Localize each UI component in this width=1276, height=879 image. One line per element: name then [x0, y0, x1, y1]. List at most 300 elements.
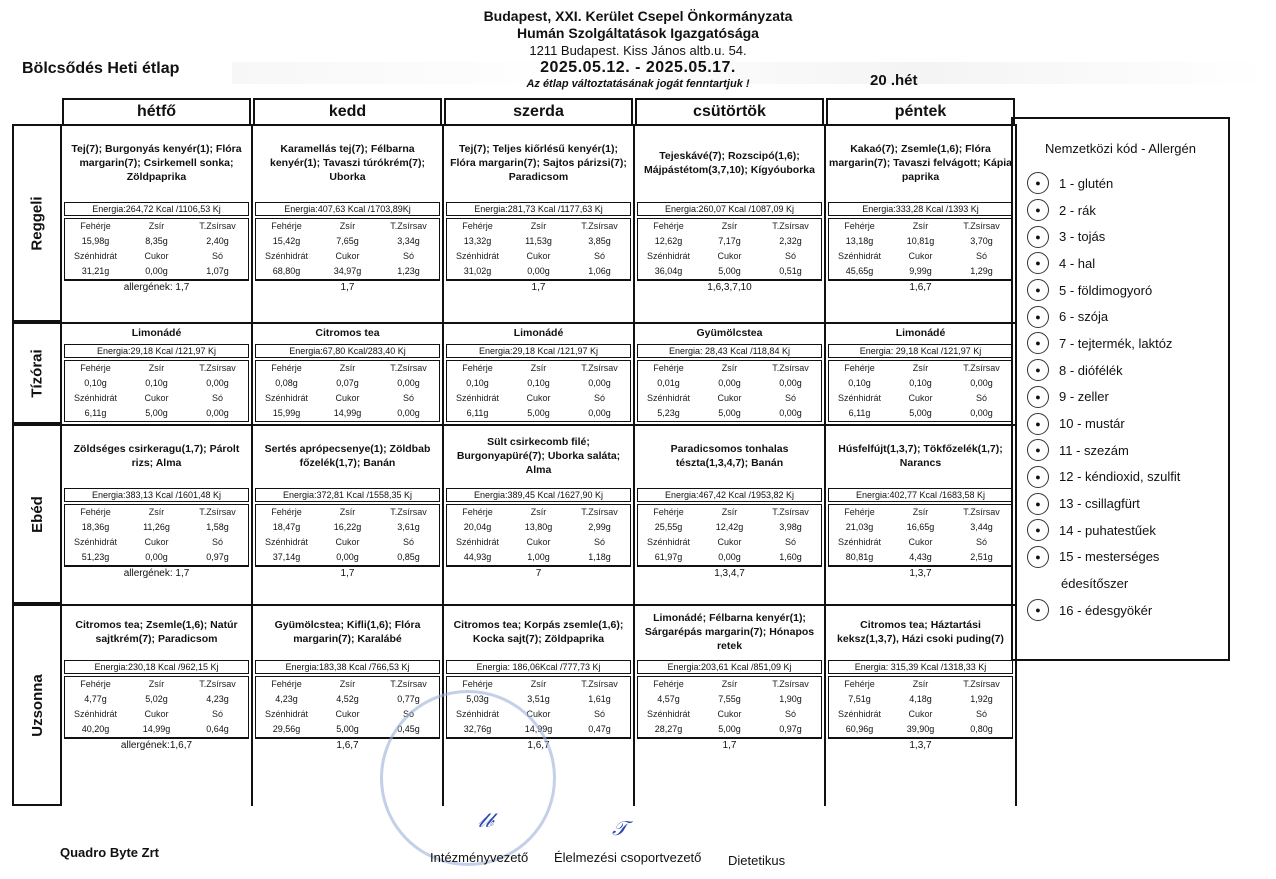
allergen-codes: 1,6,7	[255, 738, 440, 752]
allergen-4-icon: ●	[1027, 252, 1049, 274]
label-sugar: Cukor	[526, 251, 551, 261]
energy-value: Energia: 186,06Kcal /777,73 Kj	[446, 660, 631, 674]
legend-list	[1013, 170, 1228, 624]
menu-text: Tej(7); Teljes kiőrlésű kenyér(1); Flóra margarin(7); Sajtos párizsi(7); Paradicsom	[450, 143, 627, 183]
label-salt: Só	[211, 251, 223, 261]
label-carbs: Szénhidrát	[837, 537, 882, 547]
energy-value: Energia: 315,39 Kcal /1318,33 Kj	[828, 660, 1013, 674]
value-salt: 0,00g	[206, 408, 229, 418]
legend-item	[1013, 197, 1228, 224]
day-header-3: csütörtök	[635, 98, 824, 124]
energy-value: Energia:183,38 Kcal /766,53 Kj	[255, 660, 440, 674]
label-satfat: T.Zsírsav	[199, 221, 236, 231]
menu-cell	[62, 126, 253, 322]
allergen-codes: 7	[446, 566, 631, 580]
label-satfat: T.Zsírsav	[772, 679, 809, 689]
label-fat: Zsír	[339, 679, 356, 689]
value-salt: 0,00g	[779, 408, 802, 418]
value-satfat: 0,77g	[397, 694, 420, 704]
energy-value: Energia:260,07 Kcal /1087,09 Kj	[637, 202, 822, 216]
label-sugar: Cukor	[144, 393, 169, 403]
value-sugar: 5,00g	[718, 724, 741, 734]
label-sugar: Cukor	[335, 251, 360, 261]
label-protein: Fehérje	[271, 363, 302, 373]
legend-item-text: 6 - szója	[1059, 309, 1109, 325]
menu-cell	[826, 426, 1017, 604]
label-fat: Zsír	[530, 221, 547, 231]
week-number: 20 .hét	[870, 72, 918, 89]
label-sugar: Cukor	[717, 251, 742, 261]
label-carbs: Szénhidrát	[646, 709, 691, 719]
menu-cell	[62, 324, 253, 424]
legend-item-text: 5 - földimogyoró	[1059, 282, 1153, 298]
value-salt: 0,47g	[588, 724, 611, 734]
nutrition-table	[64, 504, 249, 566]
allergen-9-icon: ●	[1027, 386, 1049, 408]
legend-item-text: 16 - édesgyökér	[1059, 602, 1153, 618]
footer-sig-dietitian: Dietetikus	[728, 853, 786, 868]
value-salt: 1,18g	[588, 552, 611, 562]
label-carbs: Szénhidrát	[646, 537, 691, 547]
menu-text: Paradicsomos tonhalas tészta(1,3,4,7); Banán	[670, 443, 789, 469]
value-satfat: 0,00g	[588, 378, 611, 388]
value-satfat: 2,99g	[588, 522, 611, 532]
value-carbs: 5,23g	[657, 408, 680, 418]
label-salt: Só	[593, 537, 605, 547]
value-fat: 0,00g	[718, 378, 741, 388]
value-fat: 0,07g	[336, 378, 359, 388]
allergen-7-icon: ●	[1027, 332, 1049, 354]
label-satfat: T.Zsírsav	[390, 507, 427, 517]
meal-cells	[62, 126, 1017, 322]
label-salt: Só	[784, 537, 796, 547]
value-carbs: 31,02g	[463, 266, 492, 276]
label-salt: Só	[593, 251, 605, 261]
label-salt: Só	[402, 251, 414, 261]
value-salt: 0,00g	[397, 408, 420, 418]
value-salt: 1,07g	[206, 266, 229, 276]
label-protein: Fehérje	[80, 507, 111, 517]
label-sugar: Cukor	[908, 709, 933, 719]
label-protein: Fehérje	[80, 679, 111, 689]
legend-item	[1013, 464, 1228, 491]
footer-sig-catering: Élelmezési csoportvezető	[554, 850, 702, 865]
label-sugar: Cukor	[144, 709, 169, 719]
day-header-4: péntek	[826, 98, 1015, 124]
allergen-codes: allergének: 1,7	[64, 566, 249, 580]
nutrition-table	[637, 504, 822, 566]
value-protein: 18,36g	[81, 522, 110, 532]
value-salt: 1,23g	[397, 266, 420, 276]
energy-value: Energia:333,28 Kcal /1393 Kj	[828, 202, 1013, 216]
value-carbs: 60,96g	[845, 724, 874, 734]
menu-cell	[444, 426, 635, 604]
day-header-row	[62, 98, 1017, 124]
menu-text: Citromos tea; Háztartási keksz(1,3,7), Házi csoki puding(7)	[837, 619, 1004, 645]
label-carbs: Szénhidrát	[264, 251, 309, 261]
value-protein: 0,08g	[275, 378, 298, 388]
value-fat: 5,02g	[145, 694, 168, 704]
menu-text: Citromos tea; Korpás zsemle(1,6); Kocka sajt(7); Zöldpaprika	[453, 619, 624, 645]
menu-text: Sült csirkecomb filé; Burgonyapüré(7); Uborka saláta; Alma	[456, 436, 621, 476]
day-header-1: kedd	[253, 98, 442, 124]
value-sugar: 34,97g	[333, 266, 362, 276]
menu-cell	[253, 324, 444, 424]
value-salt: 0,51g	[779, 266, 802, 276]
legend-item	[1013, 437, 1228, 464]
legend-item	[1013, 170, 1228, 197]
label-salt: Só	[975, 393, 987, 403]
legend-item-text: 13 - csillagfürt	[1059, 496, 1140, 512]
value-carbs: 61,97g	[654, 552, 683, 562]
menu-cell	[826, 606, 1017, 806]
legend-item-text: 7 - tejtermék, laktóz	[1059, 335, 1173, 351]
value-carbs: 37,14g	[272, 552, 301, 562]
value-salt: 0,80g	[970, 724, 993, 734]
label-satfat: T.Zsírsav	[199, 679, 236, 689]
label-satfat: T.Zsírsav	[199, 507, 236, 517]
menu-text: Gyümölcstea	[696, 327, 763, 339]
value-satfat: 3,61g	[397, 522, 420, 532]
meal-label	[12, 324, 62, 424]
value-salt: 0,97g	[206, 552, 229, 562]
label-protein: Fehérje	[80, 363, 111, 373]
legend-item-text: 14 - puhatestűek	[1059, 522, 1156, 538]
value-sugar: 39,90g	[906, 724, 935, 734]
meal-label	[12, 426, 62, 604]
value-carbs: 29,56g	[272, 724, 301, 734]
allergen-codes: allergének: 1,7	[64, 280, 249, 294]
value-salt: 1,60g	[779, 552, 802, 562]
label-protein: Fehérje	[462, 679, 493, 689]
document-header	[0, 8, 1276, 93]
menu-cell	[635, 324, 826, 424]
value-protein: 0,01g	[657, 378, 680, 388]
value-protein: 0,10g	[84, 378, 107, 388]
legend-item	[1013, 357, 1228, 384]
value-satfat: 1,61g	[588, 694, 611, 704]
header-note: Az étlap változtatásának jogát fenntartjuk !	[526, 78, 750, 90]
meal-cells	[62, 426, 1017, 604]
menu-text: Limonádé; Félbarna kenyér(1); Sárgarépás margarin(7); Hónapos retek	[644, 612, 815, 652]
label-protein: Fehérje	[844, 507, 875, 517]
legend-item-text: 12 - kéndioxid, szulfit	[1059, 469, 1181, 485]
value-satfat: 0,00g	[779, 378, 802, 388]
allergen-codes: 1,6,7	[828, 280, 1013, 294]
legend-item	[1013, 277, 1228, 304]
legend-item-continued: édesítőszer	[1061, 576, 1129, 592]
value-satfat: 0,00g	[206, 378, 229, 388]
menu-cell	[62, 606, 253, 806]
header-dept: Humán Szolgáltatások Igazgatósága	[517, 25, 759, 41]
value-carbs: 51,23g	[81, 552, 110, 562]
menu-text: Limonádé	[513, 327, 564, 339]
legend-item-text: 1 - glutén	[1059, 175, 1114, 191]
value-sugar: 0,00g	[718, 552, 741, 562]
nutrition-table	[637, 676, 822, 738]
value-protein: 5,03g	[466, 694, 489, 704]
label-fat: Zsír	[912, 363, 929, 373]
label-satfat: T.Zsírsav	[199, 363, 236, 373]
value-protein: 4,77g	[84, 694, 107, 704]
value-carbs: 68,80g	[272, 266, 301, 276]
label-sugar: Cukor	[526, 393, 551, 403]
page-title: Bölcsődés Heti étlap	[22, 60, 180, 77]
value-carbs: 80,81g	[845, 552, 874, 562]
label-sugar: Cukor	[335, 537, 360, 547]
label-salt: Só	[402, 393, 414, 403]
menu-cell	[826, 126, 1017, 322]
value-sugar: 5,00g	[909, 408, 932, 418]
value-salt: 1,06g	[588, 266, 611, 276]
value-fat: 10,81g	[906, 236, 935, 246]
nutrition-table	[64, 218, 249, 280]
nutrition-table	[64, 676, 249, 738]
legend-title: Nemzetközi kód - Allergén	[1044, 141, 1196, 156]
label-sugar: Cukor	[526, 537, 551, 547]
allergen-8-icon: ●	[1027, 359, 1049, 381]
value-fat: 0,10g	[145, 378, 168, 388]
label-fat: Zsír	[912, 507, 929, 517]
menu-cell	[635, 426, 826, 604]
label-salt: Só	[975, 709, 987, 719]
allergen-codes: 1,7	[255, 280, 440, 294]
energy-value: Energia:264,72 Kcal /1106,53 Kj	[64, 202, 249, 216]
value-protein: 15,42g	[272, 236, 301, 246]
label-carbs: Szénhidrát	[73, 393, 118, 403]
label-satfat: T.Zsírsav	[963, 363, 1000, 373]
value-fat: 12,42g	[715, 522, 744, 532]
value-carbs: 6,11g	[848, 408, 871, 418]
label-salt: Só	[593, 709, 605, 719]
allergen-codes: 1,6,3,7,10	[637, 280, 822, 294]
label-satfat: T.Zsírsav	[581, 221, 618, 231]
label-salt: Só	[975, 537, 987, 547]
label-satfat: T.Zsírsav	[772, 507, 809, 517]
allergen-11-icon: ●	[1027, 439, 1049, 461]
allergen-13-icon: ●	[1027, 493, 1049, 515]
label-salt: Só	[784, 709, 796, 719]
label-sugar: Cukor	[144, 251, 169, 261]
energy-value: Energia:407,63 Kcal /1703,89Kj	[255, 202, 440, 216]
label-fat: Zsír	[912, 679, 929, 689]
label-fat: Zsír	[721, 221, 738, 231]
value-fat: 7,65g	[336, 236, 359, 246]
value-carbs: 28,27g	[654, 724, 683, 734]
nutrition-table	[446, 218, 631, 280]
value-sugar: 5,00g	[336, 724, 359, 734]
label-satfat: T.Zsírsav	[772, 221, 809, 231]
value-protein: 20,04g	[463, 522, 492, 532]
label-carbs: Szénhidrát	[264, 537, 309, 547]
legend-item-text: 3 - tojás	[1059, 229, 1106, 245]
label-protein: Fehérje	[653, 679, 684, 689]
legend-item	[1013, 384, 1228, 411]
label-fat: Zsír	[148, 221, 165, 231]
allergen-3-icon: ●	[1027, 226, 1049, 248]
label-sugar: Cukor	[335, 393, 360, 403]
value-fat: 11,53g	[525, 236, 552, 246]
meal-label	[12, 606, 62, 806]
value-sugar: 5,00g	[145, 408, 168, 418]
value-satfat: 3,70g	[970, 236, 993, 246]
value-fat: 8,35g	[145, 236, 168, 246]
nutrition-table	[255, 504, 440, 566]
meal-label-text: Uzsonna	[28, 673, 46, 737]
value-satfat: 3,34g	[397, 236, 420, 246]
value-sugar: 5,00g	[527, 408, 550, 418]
label-carbs: Szénhidrát	[646, 251, 691, 261]
value-salt: 0,64g	[206, 724, 229, 734]
header-dates: 2025.05.12. - 2025.05.17.	[540, 59, 736, 76]
label-fat: Zsír	[530, 363, 547, 373]
nutrition-table	[828, 676, 1013, 738]
label-satfat: T.Zsírsav	[963, 221, 1000, 231]
label-sugar: Cukor	[717, 709, 742, 719]
legend-item	[1013, 544, 1228, 571]
allergen-1-icon: ●	[1027, 172, 1049, 194]
value-sugar: 0,00g	[527, 266, 550, 276]
value-salt: 0,00g	[588, 408, 611, 418]
energy-value: Energia:67,80 Kcal/283,40 Kj	[255, 344, 440, 358]
nutrition-table	[446, 504, 631, 566]
value-satfat: 3,44g	[970, 522, 993, 532]
value-protein: 13,18g	[845, 236, 874, 246]
label-carbs: Szénhidrát	[646, 393, 691, 403]
meal-row-2	[12, 424, 1017, 604]
menu-cell	[635, 126, 826, 322]
header-address: 1211 Budapest. Kiss János altb.u. 54.	[529, 43, 747, 58]
menu-text: Karamellás tej(7); Félbarna kenyér(1); Tavaszi túrókrém(7); Uborka	[269, 143, 426, 183]
allergen-15-icon: ●	[1027, 546, 1049, 568]
menu-cell	[253, 126, 444, 322]
value-satfat: 0,00g	[970, 378, 993, 388]
allergen-legend	[1011, 117, 1230, 661]
value-protein: 12,62g	[654, 236, 683, 246]
value-sugar: 0,00g	[145, 552, 168, 562]
value-protein: 4,57g	[657, 694, 680, 704]
value-sugar: 5,00g	[718, 408, 741, 418]
legend-item-text: 8 - diófélék	[1059, 362, 1123, 378]
energy-value: Energia:372,81 Kcal /1558,35 Kj	[255, 488, 440, 502]
label-carbs: Szénhidrát	[73, 537, 118, 547]
label-fat: Zsír	[530, 507, 547, 517]
label-protein: Fehérje	[80, 221, 111, 231]
meal-label	[12, 126, 62, 322]
value-carbs: 36,04g	[654, 266, 683, 276]
value-carbs: 44,93g	[463, 552, 492, 562]
allergen-5-icon: ●	[1027, 279, 1049, 301]
value-salt: 1,29g	[970, 266, 993, 276]
label-fat: Zsír	[721, 363, 738, 373]
legend-item	[1013, 223, 1228, 250]
label-sugar: Cukor	[144, 537, 169, 547]
label-protein: Fehérje	[653, 221, 684, 231]
legend-item-text: 4 - hal	[1059, 255, 1096, 271]
energy-value: Energia: 28,43 Kcal /118,84 Kj	[637, 344, 822, 358]
day-header-0: hétfő	[62, 98, 251, 124]
legend-item	[1013, 517, 1228, 544]
value-satfat: 1,58g	[206, 522, 229, 532]
energy-value: Energia:467,42 Kcal /1953,82 Kj	[637, 488, 822, 502]
energy-value: Energia:203,61 Kcal /851,09 Kj	[637, 660, 822, 674]
value-satfat: 0,00g	[397, 378, 420, 388]
menu-text: Tejeskávé(7); Rozscipó(1,6); Májpástétom(3,7,10); Kígyóuborka	[644, 150, 815, 176]
allergen-codes: 1,7	[255, 566, 440, 580]
value-salt: 0,45g	[397, 724, 420, 734]
menu-text: Sertés aprópecsenye(1); Zöldbab főzelék(1,7); Banán	[264, 443, 431, 469]
menu-text: Tej(7); Burgonyás kenyér(1); Flóra margarin(7); Csirkemell sonka; Zöldpaprika	[71, 143, 242, 183]
value-sugar: 14,99g	[333, 408, 362, 418]
value-sugar: 9,99g	[909, 266, 932, 276]
value-sugar: 4,43g	[909, 552, 932, 562]
label-satfat: T.Zsírsav	[963, 679, 1000, 689]
nutrition-table	[255, 360, 440, 422]
energy-value: Energia:29,18 Kcal /121,97 Kj	[446, 344, 631, 358]
value-fat: 4,18g	[909, 694, 932, 704]
value-carbs: 32,76g	[463, 724, 492, 734]
allergen-2-icon: ●	[1027, 199, 1049, 221]
meal-label-text: Reggeli	[28, 195, 46, 251]
legend-item-text: 15 - mesterséges	[1059, 549, 1160, 565]
label-fat: Zsír	[530, 679, 547, 689]
allergen-10-icon: ●	[1027, 413, 1049, 435]
label-protein: Fehérje	[271, 679, 302, 689]
label-sugar: Cukor	[717, 393, 742, 403]
nutrition-table	[64, 360, 249, 422]
menu-text: Zöldséges csirkeragu(1,7); Párolt rizs; Alma	[73, 443, 240, 469]
signature-mark: 𝓁𝒷	[478, 810, 494, 832]
value-carbs: 6,11g	[466, 408, 489, 418]
label-carbs: Szénhidrát	[455, 709, 500, 719]
allergen-6-icon: ●	[1027, 306, 1049, 328]
nutrition-table	[637, 360, 822, 422]
label-salt: Só	[593, 393, 605, 403]
label-salt: Só	[211, 709, 223, 719]
nutrition-table	[828, 218, 1013, 280]
label-satfat: T.Zsírsav	[390, 679, 427, 689]
label-satfat: T.Zsírsav	[390, 363, 427, 373]
label-carbs: Szénhidrát	[837, 709, 882, 719]
label-carbs: Szénhidrát	[455, 251, 500, 261]
menu-cell	[635, 606, 826, 806]
label-satfat: T.Zsírsav	[390, 221, 427, 231]
meal-row-1	[12, 322, 1017, 424]
energy-value: Energia:281,73 Kcal /1177,63 Kj	[446, 202, 631, 216]
legend-item	[1013, 597, 1228, 624]
value-protein: 7,51g	[848, 694, 871, 704]
energy-value: Energia:29,18 Kcal /121,97 Kj	[64, 344, 249, 358]
allergen-codes: 1,3,7	[828, 738, 1013, 752]
label-carbs: Szénhidrát	[455, 537, 500, 547]
value-protein: 0,10g	[466, 378, 489, 388]
nutrition-table	[828, 504, 1013, 566]
value-protein: 15,98g	[81, 236, 110, 246]
legend-item-text: 2 - rák	[1059, 202, 1096, 218]
value-satfat: 2,32g	[779, 236, 802, 246]
menu-cell	[444, 324, 635, 424]
label-sugar: Cukor	[908, 393, 933, 403]
menu-cell	[444, 126, 635, 322]
label-fat: Zsír	[148, 679, 165, 689]
label-carbs: Szénhidrát	[455, 393, 500, 403]
label-protein: Fehérje	[462, 363, 493, 373]
value-carbs: 15,99g	[272, 408, 301, 418]
allergen-14-icon: ●	[1027, 519, 1049, 541]
legend-item	[1013, 330, 1228, 357]
value-salt: 2,51g	[970, 552, 993, 562]
label-fat: Zsír	[148, 507, 165, 517]
